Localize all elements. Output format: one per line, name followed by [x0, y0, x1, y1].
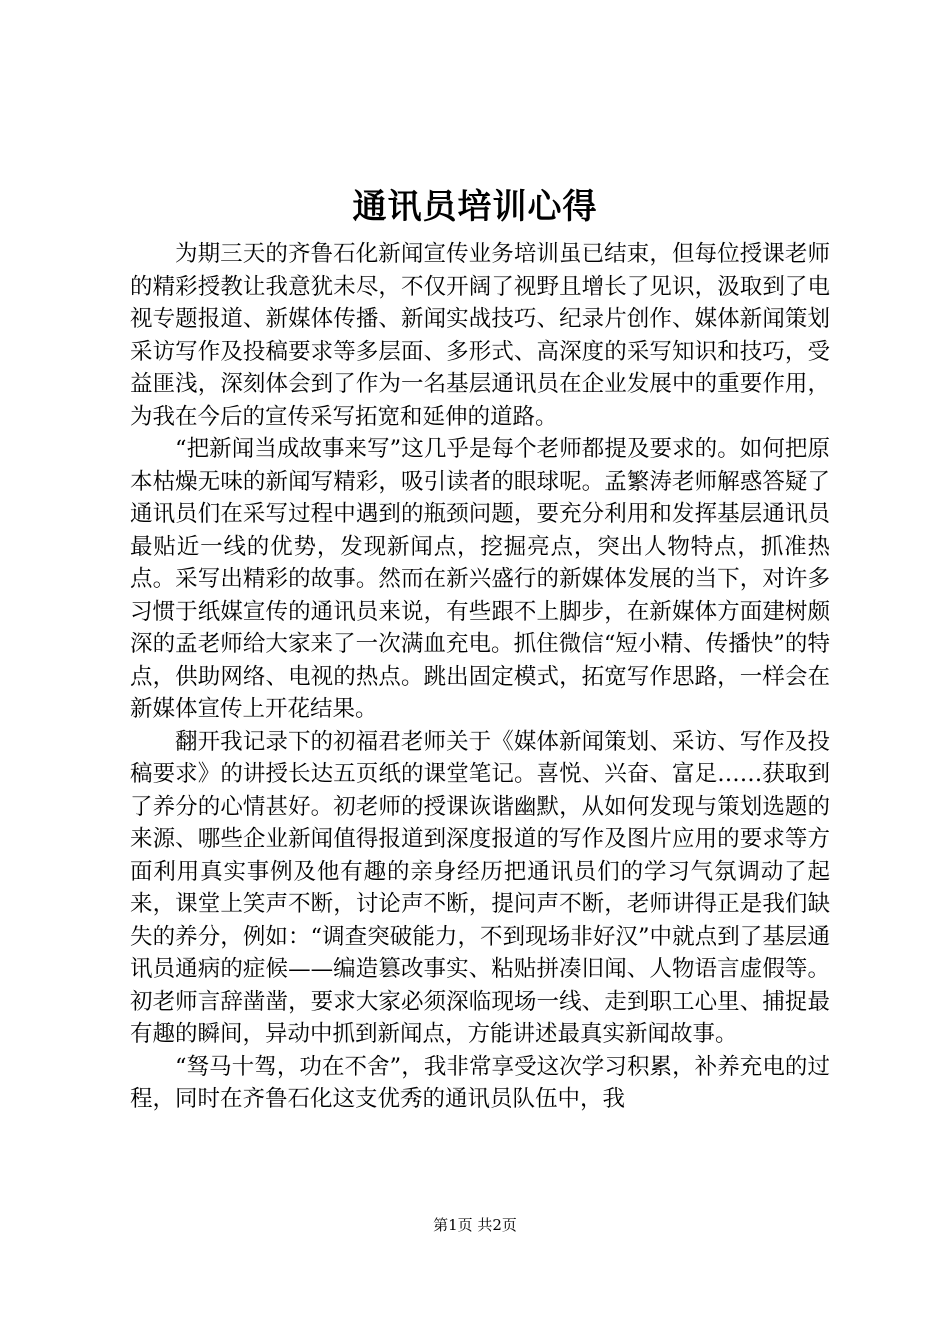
paragraph-1: 为期三天的齐鲁石化新闻宣传业务培训虽已结束，但每位授课老师的精彩授教让我意犹未尽，不仅开阔了视野且增长了见识，汲取到了电视专题报道、新媒体传播、新闻实战技巧、纪录片创作、媒体新闻策划采访写作及投稿要求等多层面、多形式、高深度的采写知识和技巧，受益匪浅，深刻体会到了作为一名基层通讯员在企业发展中的重要作用，为我在今后的宣传采写拓宽和延伸的道路。	[130, 241, 830, 430]
paragraph-4: “驽马十驾，功在不舍”，我非常享受这次学习积累，补养充电的过程，同时在齐鲁石化这支优秀的通讯员队伍中，我	[130, 1053, 830, 1112]
page-footer: 第1页 共2页	[433, 1216, 517, 1234]
document-body	[130, 238, 830, 1116]
document-title: 通讯员培训心得	[352, 187, 598, 227]
paragraph-3: 翻开我记录下的初福君老师关于《媒体新闻策划、采访、写作及投稿要求》的讲授长达五页纸的课堂笔记。喜悦、兴奋、富足……获取到了养分的心情甚好。初老师的授课诙谐幽默，从如何发现与策划选题的来源、哪些企业新闻值得报道到深度报道的写作及图片应用的要求等方面利用真实事例及他有趣的亲身经历把通讯员们的学习气氛调动了起来，课堂上笑声不断，讨论声不断，提问声不断，老师讲得正是我们缺失的养分，例如：“调查突破能力，不到现场非好汉”中就点到了基层通讯员通病的症候——编造篡改事实、粘贴拼凑旧闻、人物语言虚假等。初老师言辞凿凿，要求大家必须深临现场一线、走到职工心里、捕捉最有趣的瞬间，异动中抓到新闻点，方能讲述最真实新闻故事。	[130, 728, 830, 1047]
paragraph-2: “把新闻当成故事来写”这几乎是每个老师都提及要求的。如何把原本枯燥无味的新闻写精彩，吸引读者的眼球呢。孟繁涛老师解惑答疑了通讯员们在采写过程中遇到的瓶颈问题，要充分利用和发挥基层通讯员最贴近一线的优势，发现新闻点，挖掘亮点，突出人物特点，抓准热点。采写出精彩的故事。然而在新兴盛行的新媒体发展的当下，对许多习惯于纸媒宣传的通讯员来说，有些跟不上脚步，在新媒体方面建树颇深的孟老师给大家来了一次满血充电。抓住微信“短小精、传播快”的特点，供助网络、电视的热点。跳出固定模式，拓宽写作思路，一样会在新媒体宣传上开花结果。	[130, 436, 830, 722]
